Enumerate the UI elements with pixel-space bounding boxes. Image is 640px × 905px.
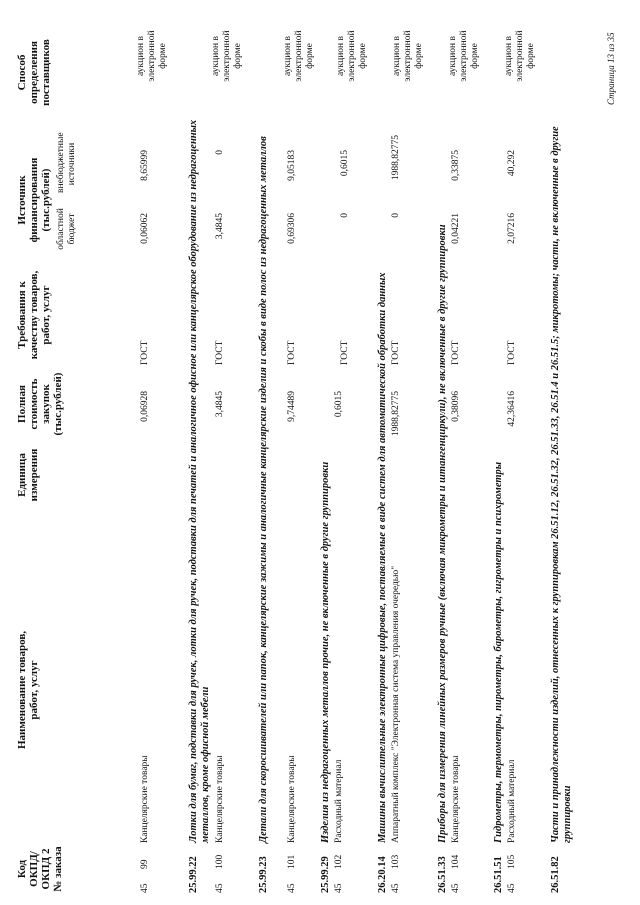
item-cost: 3,4845 [215,391,225,418]
item-requirements: ГОСТ [451,340,461,365]
group-title: Машины вычислительные электронные цифровые, поставляемые в виде систем для автоматической обработки данных [377,272,388,843]
item-requirements: ГОСТ [391,340,401,365]
item-method: аукцион в электронной форме [504,30,536,82]
col-header-source: Источник финансирования (тыс.рублей) [16,157,52,243]
item-extra-budget: 0,6015 [340,150,350,177]
item-name: Аппаратный комплекс "Электронная система управления очередью" [391,565,401,843]
item-regional-budget: 3,4845 [215,213,225,240]
group-title: Гидрометры, термометры, пирометры, барометры, гигрометры и психрометры [493,461,504,843]
order-number: 99 [140,859,150,869]
group-code: 25.99.22 [188,856,199,893]
item-extra-budget: 1988,82775 [391,135,401,181]
item-method: аукцион в электронной форме [136,30,168,82]
row-number: 45 [215,883,225,893]
col-header-requirements: Требования к качеству товаров, работ, услуг [16,270,52,360]
group-code: 26.51.33 [437,856,448,893]
row-number: 45 [391,883,401,893]
group-code: 26.51.82 [550,856,561,893]
col-header-unit: Единица измерения [16,448,40,502]
order-number: 104 [451,854,461,869]
item-requirements: ГОСТ [140,340,150,365]
item-cost: 0,6015 [334,391,344,418]
col-header-regional-budget: областной бюджет [56,208,77,250]
group-title: Лотки для бумаг, подставки для ручек, лотки для ручек, подставки для печатей и аналогичное офисное или канцелярское оборудование из недрагоценных металлов, кроме офисной мебели [188,119,211,843]
item-method: аукцион в электронной форме [392,30,424,82]
row-number: 45 [140,883,150,893]
item-regional-budget: 0 [340,213,350,218]
order-number: 102 [334,854,344,869]
group-title: Детали для скоросшивателей или папок, канцелярские зажимы и аналогичные канцелярские изделия и скобы в виде полос из недрагоценных металлов [258,136,269,843]
group-code: 25.99.29 [320,856,331,893]
col-header-name: Наименование товаров, работ, услуг [16,630,40,750]
col-header-method: Способ определения поставщиков [16,39,52,106]
group-code: 26.20.14 [377,856,388,893]
item-name: Расходный материал [334,759,344,843]
item-cost: 42,36416 [507,391,517,427]
group-code: 26.51.51 [493,856,504,893]
col-header-cost: Полная стоимость закупок (тыс.рублей) [16,372,64,436]
item-method: аукцион в электронной форме [336,30,368,82]
group-title: Части и принадлежности изделий, отнесенных к группировкам 26.51.12, 26.51.32, 26.51.33, 26.51.4 и 26.51.5; микротомы; части, не включенные в другие группировки [550,126,573,843]
item-cost: 9,74489 [287,391,297,422]
item-regional-budget: 0,04221 [451,213,461,244]
item-regional-budget: 0,06062 [140,213,150,244]
item-cost: 0,06928 [140,391,150,422]
item-extra-budget: 0 [215,150,225,155]
order-number: 105 [507,854,517,869]
row-number: 45 [451,883,461,893]
item-regional-budget: 0 [391,213,401,218]
item-requirements: ГОСТ [340,340,350,365]
item-cost: 1988,82775 [391,391,401,437]
row-number: 45 [334,883,344,893]
item-method: аукцион в электронной форме [211,30,243,82]
item-requirements: ГОСТ [215,340,225,365]
item-requirements: ГОСТ [507,340,517,365]
page-number: Страница 13 из 35 [606,32,616,105]
item-name: Канцелярские товары [215,755,225,843]
order-number: 100 [215,854,225,869]
item-extra-budget: 0,33875 [451,150,461,181]
col-header-extra-budget: внебюджетные источники [56,132,77,193]
group-title: Приборы для измерения линейных размеров ручные (включая микрометры и штангенциркули), не включенные в другие группировки [437,224,448,843]
item-extra-budget: 40,292 [507,150,517,177]
item-method: аукцион в электронной форме [448,30,480,82]
row-number: 45 [507,883,517,893]
item-regional-budget: 0,69306 [287,213,297,244]
col-header-code: Код ОКПД/ ОКПД 2 № заказа [16,846,64,892]
item-regional-budget: 2,07216 [507,213,517,244]
item-name: Канцелярские товары [287,755,297,843]
item-requirements: ГОСТ [287,340,297,365]
group-title: Изделия из недрагоценных металлов прочие, не включенные в другие группировки [320,461,331,843]
item-name: Канцелярские товары [451,755,461,843]
row-number: 45 [287,883,297,893]
group-code: 25.99.23 [258,856,269,893]
item-method: аукцион в электронной форме [283,30,315,82]
item-name: Канцелярские товары [140,755,150,843]
item-extra-budget: 9,05183 [287,150,297,181]
item-name: Расходный материал [507,759,517,843]
order-number: 103 [391,854,401,869]
item-cost: 0,38096 [451,391,461,422]
order-number: 101 [287,854,297,869]
item-extra-budget: 8,65999 [140,150,150,181]
